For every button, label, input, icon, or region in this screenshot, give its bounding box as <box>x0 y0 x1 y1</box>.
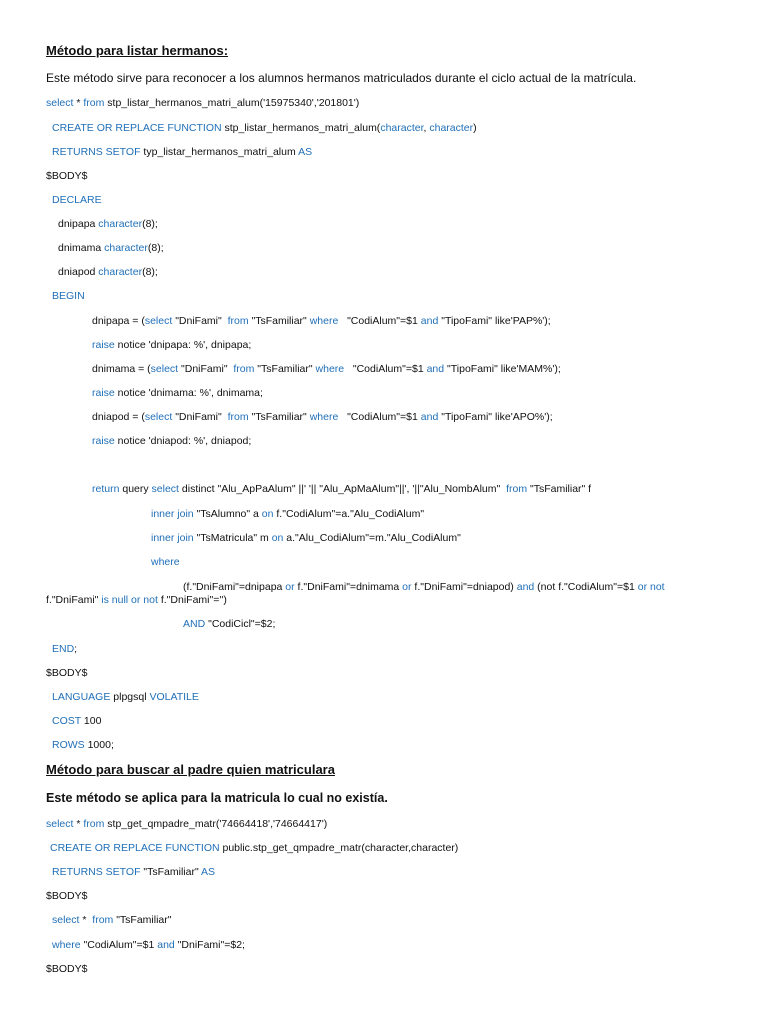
sql-keyword: character <box>98 218 143 230</box>
code-line <box>183 580 738 594</box>
code-text: "CodiAlum"=$1 <box>80 939 158 951</box>
sql-keyword: and <box>516 581 535 593</box>
sql-keyword: select <box>151 483 179 495</box>
code-text: stp_get_qmpadre_matr('74664418','74664417') <box>104 818 328 830</box>
sql-keyword: inner join <box>151 508 194 520</box>
code-line <box>92 410 738 424</box>
sql-keyword: inner join <box>151 532 194 544</box>
code-text: "TsFamiliar" <box>248 315 310 327</box>
sql-keyword: return <box>92 483 120 495</box>
code-text: (f."DniFami"=dnipapa <box>183 581 286 593</box>
sql-keyword: from <box>83 97 105 109</box>
code-line <box>58 265 738 279</box>
code-text: $BODY$ <box>46 890 88 902</box>
sql-keyword: or <box>285 581 295 593</box>
code-line <box>151 507 738 521</box>
sql-keyword: where <box>151 556 180 568</box>
code-text: dnipapa = ( <box>92 315 145 327</box>
sql-keyword: is null or not <box>101 594 158 606</box>
sql-keyword: and <box>420 315 439 327</box>
sql-keyword: from <box>227 411 249 423</box>
code-text: (8); <box>147 242 164 254</box>
sql-keyword: AS <box>298 146 313 158</box>
sql-keyword: raise <box>92 435 115 447</box>
code-line <box>183 617 738 631</box>
code-text: "CodiAlum"=$1 <box>344 363 427 375</box>
code-text: ) <box>473 122 477 134</box>
code-text: dnimama = ( <box>92 363 151 375</box>
sql-keyword: from <box>83 818 105 830</box>
code-text: "TsFamiliar" f <box>527 483 592 495</box>
code-text: dniapod = ( <box>92 411 145 423</box>
code-text: a."Alu_CodiAlum"=m."Alu_CodiAlum" <box>283 532 461 544</box>
code-line <box>52 121 738 135</box>
sql-keyword: END <box>52 643 75 655</box>
sql-keyword: RETURNS SETOF <box>52 146 141 158</box>
sql-keyword: where <box>315 363 345 375</box>
code-line <box>46 817 738 831</box>
code-text: dniapod <box>58 266 99 278</box>
code-text: dnipapa <box>58 218 99 230</box>
code-text: f."DniFami" <box>46 594 102 606</box>
sql-keyword: from <box>227 315 249 327</box>
code-text: (not f."CodiAlum"=$1 <box>534 581 638 593</box>
sql-keyword: RETURNS SETOF <box>52 866 141 878</box>
code-text: stp_listar_hermanos_matri_alum('15975340','201801') <box>104 97 360 109</box>
code-text: (8); <box>142 266 158 278</box>
code-text: "TsFamiliar" <box>113 914 172 926</box>
code-line <box>46 962 738 976</box>
code-text: 100 <box>80 715 102 727</box>
sql-keyword: or <box>402 581 412 593</box>
code-line <box>52 714 738 728</box>
code-line <box>46 666 738 680</box>
code-line <box>151 531 738 545</box>
sql-keyword: COST <box>52 715 81 727</box>
sql-keyword: on <box>271 532 284 544</box>
section-2-description: Este método se aplica para la matricula lo cual no existía. <box>46 791 388 805</box>
sql-keyword: select <box>46 97 74 109</box>
code-text: * <box>73 818 84 830</box>
code-text: (8); <box>142 218 158 230</box>
code-text: $BODY$ <box>46 170 88 182</box>
code-line <box>58 241 738 255</box>
code-line <box>92 314 738 328</box>
code-text: "TipoFami" like'MAM%'); <box>444 363 561 375</box>
code-line <box>46 169 738 183</box>
sql-keyword: character <box>429 122 474 134</box>
sql-keyword: select <box>144 411 173 423</box>
sql-keyword: ROWS <box>52 739 85 751</box>
code-text: ; <box>74 643 78 655</box>
code-text: f."DniFami"='') <box>157 594 227 606</box>
code-text: notice 'dnipapa: %', dnipapa; <box>114 339 252 351</box>
code-text: * <box>79 914 93 926</box>
section-2-title: Método para buscar al padre quien matriculara <box>46 762 335 777</box>
sql-keyword: CREATE OR REPLACE FUNCTION <box>50 842 220 854</box>
code-text: stp_listar_hermanos_matri_alum( <box>221 122 381 134</box>
code-text: dnimama <box>58 242 105 254</box>
sql-keyword: raise <box>92 339 115 351</box>
code-line <box>52 145 738 159</box>
code-text: "DniFami" <box>172 411 228 423</box>
code-text: $BODY$ <box>46 963 88 975</box>
code-text: 1000; <box>84 739 114 751</box>
code-text: "TsFamiliar" <box>248 411 310 423</box>
sql-keyword: and <box>426 363 445 375</box>
sql-keyword: from <box>92 914 114 926</box>
code-text: f."DniFami"=dniapod) <box>411 581 517 593</box>
code-line <box>52 738 738 752</box>
code-line <box>92 482 738 496</box>
sql-keyword: BEGIN <box>52 290 85 302</box>
code-line <box>52 690 738 704</box>
sql-keyword: LANGUAGE <box>52 691 111 703</box>
sql-keyword: CREATE OR REPLACE FUNCTION <box>52 122 222 134</box>
code-line <box>151 555 738 569</box>
sql-keyword: select <box>144 315 173 327</box>
code-line <box>52 642 738 656</box>
code-line <box>92 434 738 448</box>
sql-keyword: select <box>52 914 80 926</box>
sql-keyword: character <box>98 266 143 278</box>
code-line <box>52 913 738 927</box>
sql-keyword: or not <box>637 581 665 593</box>
code-text: "DniFami"=$2; <box>174 939 245 951</box>
code-text: "TsFamiliar" <box>254 363 316 375</box>
sql-keyword: AND <box>183 618 206 630</box>
code-line <box>46 889 738 903</box>
code-text: "CodiCicl"=$2; <box>205 618 276 630</box>
sql-keyword: where <box>309 411 339 423</box>
sql-keyword: raise <box>92 387 115 399</box>
code-text: typ_listar_hermanos_matri_alum <box>140 146 299 158</box>
sql-keyword: select <box>46 818 74 830</box>
code-text: query <box>119 483 152 495</box>
sql-keyword: VOLATILE <box>149 691 199 703</box>
section-1-description: Este método sirve para reconocer a los alumnos hermanos matriculados durante el ciclo actual de la matrícula. <box>46 71 637 85</box>
code-text: "TsAlumno" a <box>193 508 262 520</box>
code-text: "DniFami" <box>172 315 228 327</box>
code-line <box>52 938 738 952</box>
code-line <box>46 593 738 607</box>
sql-keyword: on <box>261 508 274 520</box>
code-line <box>52 865 738 879</box>
sql-keyword: character <box>104 242 148 254</box>
code-line <box>46 96 738 110</box>
section-1-title: Método para listar hermanos: <box>46 43 229 58</box>
code-text: "TipoFami" like'PAP%'); <box>438 315 551 327</box>
code-text: "CodiAlum"=$1 <box>338 315 421 327</box>
code-line <box>50 841 738 855</box>
sql-keyword: from <box>506 483 528 495</box>
code-text: f."DniFami"=dnimama <box>294 581 403 593</box>
code-text: "TsFamiliar" <box>140 866 202 878</box>
sql-keyword: and <box>420 411 439 423</box>
sql-keyword: where <box>309 315 339 327</box>
code-text: "TipoFami" like'APO%'); <box>438 411 553 423</box>
code-text: , <box>423 122 430 134</box>
code-text: "DniFami" <box>178 363 234 375</box>
sql-keyword: AS <box>201 866 216 878</box>
code-line <box>52 193 738 207</box>
sql-keyword: DECLARE <box>52 194 102 206</box>
code-text: plpgsql <box>110 691 150 703</box>
code-line <box>92 362 738 376</box>
code-line <box>92 338 738 352</box>
code-text: f."CodiAlum"=a."Alu_CodiAlum" <box>273 508 425 520</box>
code-text: public.stp_get_qmpadre_matr(character,character) <box>219 842 459 854</box>
code-text: "TsMatricula" m <box>193 532 272 544</box>
sql-keyword: where <box>52 939 81 951</box>
sql-keyword: character <box>380 122 424 134</box>
code-line <box>52 289 738 303</box>
code-text: "CodiAlum"=$1 <box>338 411 421 423</box>
code-text: notice 'dnimama: %', dnimama; <box>114 387 263 399</box>
code-text: notice 'dniapod: %', dniapod; <box>114 435 252 447</box>
code-line <box>92 386 738 400</box>
code-text: * <box>73 97 84 109</box>
code-text: $BODY$ <box>46 667 88 679</box>
code-text: distinct "Alu_ApPaAlum" ||' '|| "Alu_ApMaAlum"||', '||"Alu_NombAlum" <box>178 483 507 495</box>
code-line <box>58 217 738 231</box>
sql-keyword: from <box>233 363 255 375</box>
sql-keyword: select <box>150 363 179 375</box>
sql-keyword: and <box>157 939 175 951</box>
